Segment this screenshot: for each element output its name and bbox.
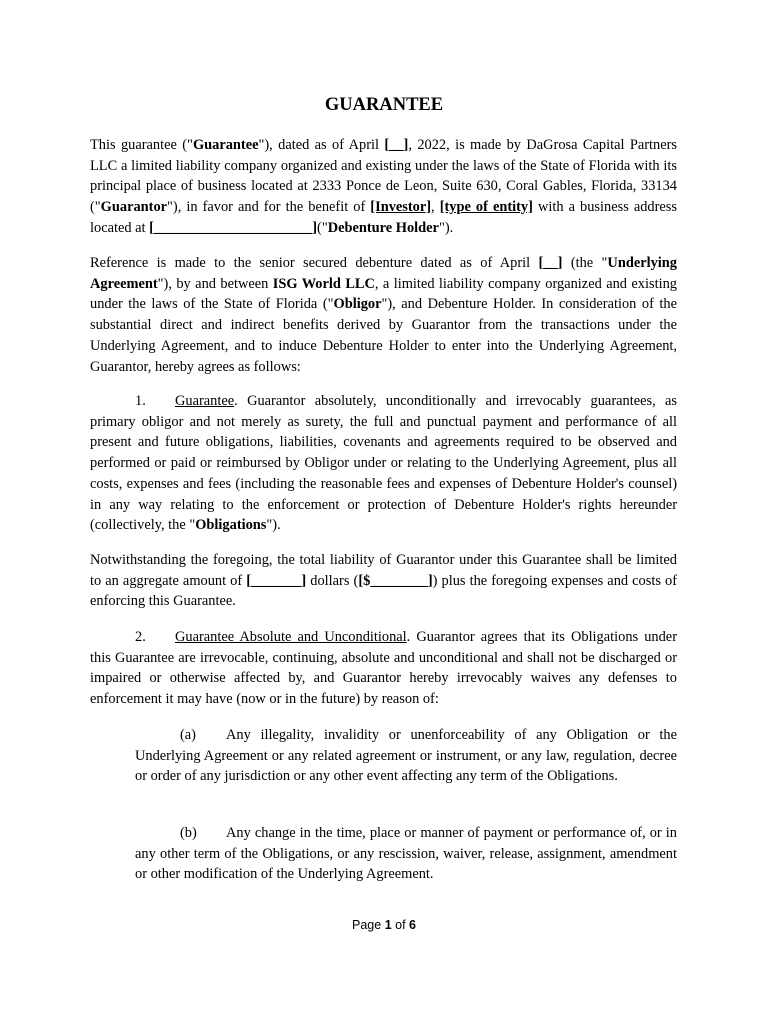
clause-label: (b) (180, 825, 197, 841)
reference-paragraph: Reference is made to the senior secured debenture dated as of April [__] (the "Underlying Agreement"), by and between ISG World LLC, a limited liability company organized and existing under the laws of the State of Florida ("Obligor"), and Debenture Holder. In consideration of the substantial direct and indirect benefits derived by Guarantor from the transactions under the Underlying Agreement, and to induce Debenture Holder to enter into the Underlying Agreement, Guarantor, hereby agrees as follows: (90, 255, 677, 375)
page-number: 1 (384, 918, 392, 932)
liability-limit-paragraph: Notwithstanding the foregoing, the total liability of Guarantor under this Guarantee shall be limited to an aggregate amount of [_______] dollars ([$________]) plus the foregoing expenses and costs of enforcing this Guarantee. (90, 552, 678, 610)
section-heading: Guarantee Absolute and Unconditional (175, 629, 407, 645)
page-total: 6 (409, 918, 416, 932)
clause-b: (b) Any change in the time, place or manner of payment or performance of, or in any other term of the Obligations, or any rescission, waiver, release, assignment, amendment or other modification of the Underlying Agreement. (135, 825, 677, 883)
section-heading: Guarantee (175, 393, 235, 409)
clause-a: (a) Any illegality, invalidity or unenforceability of any Obligation or the Underlying Agreement or any related agreement or instrument, or any law, regulation, decree or order of any jurisdiction or any other event affecting any term of the Obligations. (135, 727, 677, 785)
clause-label: (a) (180, 727, 196, 743)
section-2-absolute: 2. Guarantee Absolute and Unconditional. Guarantor agrees that its Obligations under this Guarantee are irrevocable, continuing, absolute and unconditional and shall not be discharged or impaired or otherwise affected by, and Guarantor hereby irrevocably waives any defenses to enforcement it may have (now or in the future) by reason of: (90, 629, 677, 708)
section-number: 1. (135, 393, 146, 409)
document-title: GUARANTEE (324, 95, 444, 115)
page-footer: Page 1 of 6 (352, 918, 416, 932)
intro-paragraph: This guarantee ("Guarantee"), dated as of April [__], 2022, is made by DaGrosa Capital Partners LLC a limited liability company organized and existing under the laws of the State of Florida with its principal place of business located at 2333 Ponce de Leon, Suite 630, Coral Gables, Florida, 33134 ("Guarantor"), in favor and for the benefit of [Investor], [type of entity] with a business address located at [______________________]("Debenture Holder"). (90, 137, 678, 236)
section-1-guarantee: 1. Guarantee. Guarantor absolutely, unconditionally and irrevocably guarantees, as primary obligor and not merely as surety, the full and punctual payment and performance of all present and future obligations, liabilities, covenants and agreements required to be observed and performed or paid or reimbursed by Obligor under or relating to the Underlying Agreement, plus all costs, expenses and fees (including the reasonable fees and expenses of Debenture Holder's counsel) in any way relating to the enforcement or protection of Debenture Holder's rights hereunder (collectively, the "Obligations"). (90, 393, 677, 534)
section-number: 2. (135, 629, 146, 645)
